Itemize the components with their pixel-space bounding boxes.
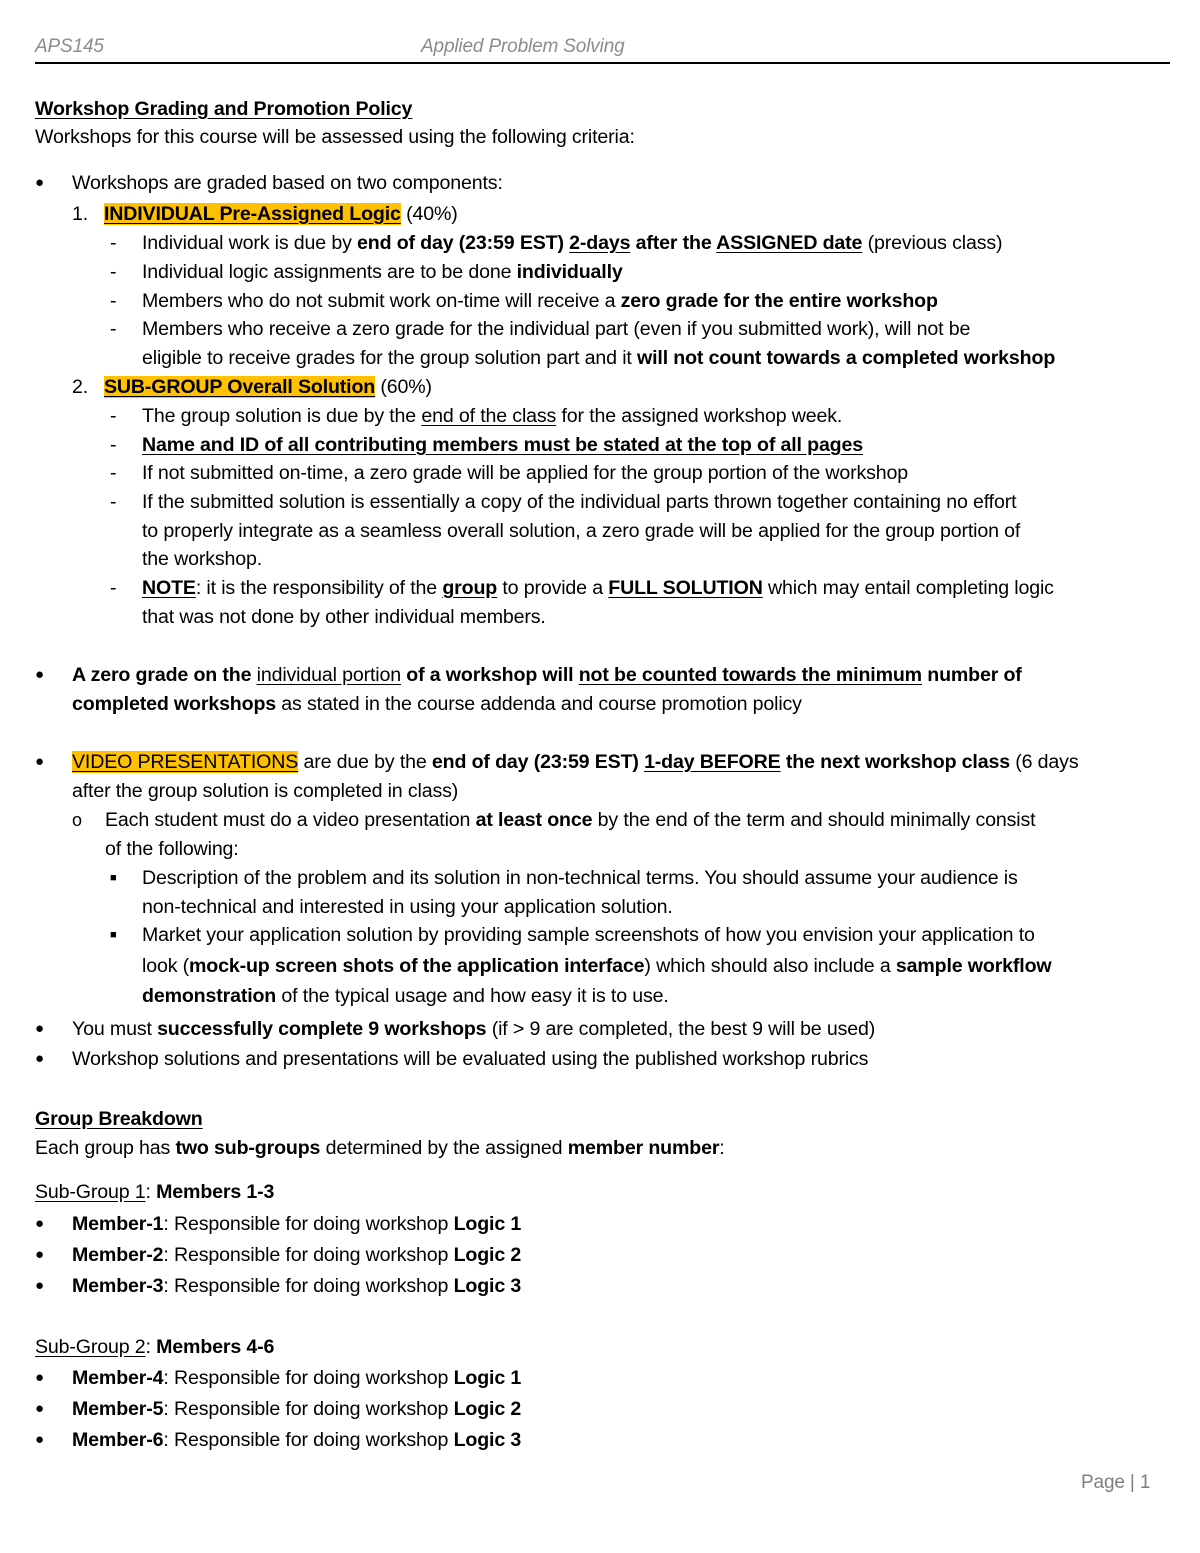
text: mock-up screen shots of the application interface (189, 955, 645, 977)
header-course-code: APS145 (35, 36, 104, 57)
bullet-marker: ● (35, 1215, 44, 1232)
list-item (72, 1426, 521, 1454)
text: (previous class) (862, 232, 1003, 254)
text: are due by the (298, 751, 432, 773)
text: Each student must do a video presentation (105, 809, 476, 831)
text: Members 1-3 (156, 1181, 275, 1203)
dash-marker: - (110, 462, 117, 484)
bullet-two-components: Workshops are graded based on two components: (72, 172, 503, 194)
bullet-marker: ● (35, 1369, 44, 1386)
text: Members 4-6 (156, 1336, 275, 1358)
video-sq1-line1: Description of the problem and its solution in non-technical terms. You should assume your audience is (142, 867, 1018, 889)
text: not be counted towards the minimum (578, 664, 922, 686)
text: : Responsible for doing workshop (163, 1213, 454, 1235)
text: : (719, 1137, 725, 1159)
text: Member-3 (72, 1275, 164, 1297)
text: look ( (142, 955, 190, 977)
item2-detail-copy-line3: the workshop. (142, 548, 263, 570)
text: : Responsible for doing workshop (163, 1275, 454, 1297)
text: two sub-groups (175, 1137, 321, 1159)
text: Member-2 (72, 1244, 164, 1266)
list-item (72, 1272, 521, 1300)
item1-detail-zero-grade (142, 287, 938, 315)
section-intro: Workshops for this course will be assessed using the following criteria: (35, 126, 635, 148)
page-number: 1 (1139, 1472, 1151, 1493)
text: of a workshop will (400, 664, 579, 686)
text: end of the class (421, 405, 557, 427)
text: will not count towards a completed workshop (637, 347, 1056, 369)
bullet-video-line2: after the group solution is completed in class) (72, 780, 459, 802)
text: at least once (475, 809, 593, 831)
bullet-marker: ● (35, 666, 44, 683)
text: individual portion (256, 664, 401, 686)
text: determined by the assigned (320, 1137, 568, 1159)
text: ASSIGNED date (716, 232, 863, 254)
bullet-marker: ● (35, 1020, 44, 1037)
bullet-complete-nine (72, 1015, 875, 1043)
dash-marker: - (110, 232, 117, 254)
subgroup-solution-weight: (60%) (375, 376, 432, 398)
text: end of day (23:59 EST) (431, 751, 645, 773)
text: (if > 9 are completed, the best 9 will be used) (486, 1018, 876, 1040)
text: demonstration (142, 985, 277, 1007)
text: Logic 3 (453, 1429, 522, 1451)
text: end of day (23:59 EST) (357, 232, 570, 254)
bullet-marker: ● (35, 1246, 44, 1263)
item1-detail-eligibility-line2 (142, 344, 1055, 372)
text: ) which should also include a (644, 955, 896, 977)
video-sq2-line1: Market your application solution by providing sample screenshots of how you envision your application to (142, 924, 1035, 946)
list-item (72, 1364, 521, 1392)
bullet-marker: ● (35, 1431, 44, 1448)
text: member number (567, 1137, 720, 1159)
item1-detail-eligibility-line1: Members who receive a zero grade for the individual part (even if you submitted work), will not be (142, 318, 971, 340)
list-item (72, 1210, 521, 1238)
video-sub-line1 (105, 806, 1035, 834)
text: Logic 2 (453, 1244, 522, 1266)
bullet-video-line1 (72, 748, 1078, 776)
text: as stated in the course addenda and course promotion policy (276, 693, 802, 715)
header-course-title: Applied Problem Solving (421, 36, 625, 57)
page-separator: | (1124, 1472, 1140, 1493)
text: group (442, 577, 498, 599)
text: zero grade for the entire workshop (620, 290, 938, 312)
text: : Responsible for doing workshop (163, 1429, 454, 1451)
item2-detail-note-line1 (142, 574, 1054, 602)
bullet-marker: ● (35, 174, 44, 191)
text: Logic 1 (453, 1213, 522, 1235)
text: Member-1 (72, 1213, 164, 1235)
item2-detail-on-time: If not submitted on-time, a zero grade will be applied for the group portion of the workshop (142, 462, 909, 484)
video-sq2-line3 (142, 982, 669, 1010)
dash-marker: - (110, 434, 117, 456)
text: individually (516, 261, 623, 283)
dash-marker: - (110, 577, 117, 599)
list-item (72, 1395, 521, 1423)
text: sample workflow (895, 955, 1052, 977)
bullet-marker: ● (35, 753, 44, 770)
page-label: Page (1081, 1472, 1125, 1493)
text: after the (630, 232, 717, 254)
text: Member-5 (72, 1398, 164, 1420)
item1-detail-individually (142, 258, 623, 286)
group-breakdown-intro (35, 1134, 725, 1162)
text: to provide a (497, 577, 609, 599)
text: Member-4 (72, 1367, 164, 1389)
text: Individual work is due by (142, 232, 358, 254)
bullet-zero-grade-line2 (72, 690, 802, 718)
dash-marker: - (110, 290, 117, 312)
text: : Responsible for doing workshop (163, 1367, 454, 1389)
list-item (72, 1241, 521, 1269)
bullet-marker: ● (35, 1050, 44, 1067)
bullet-marker: ● (35, 1400, 44, 1417)
item2-detail-copy-line1: If the submitted solution is essentially a copy of the individual parts thrown together containing no effort (142, 491, 1017, 513)
item2-detail-names: Name and ID of all contributing members must be stated at the top of all pages (142, 434, 863, 456)
item-number: 1. (72, 203, 89, 225)
video-presentations-label: VIDEO PRESENTATIONS (72, 751, 299, 773)
video-sub-line2: of the following: (105, 838, 239, 860)
subgroup1-heading (35, 1178, 274, 1206)
video-sq1-line2: non-technical and interested in using your application solution. (142, 896, 673, 918)
item2-detail-copy-line2: to properly integrate as a seamless overall solution, a zero grade will be applied for the group portion of (142, 520, 1021, 542)
text: FULL SOLUTION (608, 577, 763, 599)
header-divider (35, 62, 1170, 64)
subgroup-solution-label: SUB-GROUP Overall Solution (103, 376, 376, 398)
text: completed workshops (72, 693, 277, 715)
text: the next workshop class (780, 751, 1010, 773)
text: Individual logic assignments are to be done (142, 261, 517, 283)
text: Sub-Group 2 (35, 1336, 146, 1358)
text: Logic 3 (453, 1275, 522, 1297)
text: Member-6 (72, 1429, 164, 1451)
text: eligible to receive grades for the group solution part and it (142, 347, 638, 369)
text: Logic 1 (453, 1367, 522, 1389)
text: You must (72, 1018, 158, 1040)
square-marker: ■ (110, 929, 117, 941)
text: : it is the responsibility of the (195, 577, 443, 599)
text: NOTE (142, 577, 196, 599)
bullet-marker: ● (35, 1277, 44, 1294)
text: which may entail completing logic (762, 577, 1054, 599)
text: : Responsible for doing workshop (163, 1398, 454, 1420)
item1-detail-due (142, 229, 1002, 257)
section-title-group-breakdown: Group Breakdown (35, 1108, 203, 1130)
dash-marker: - (110, 318, 117, 340)
item2-detail-note-line2: that was not done by other individual members. (142, 606, 546, 628)
section-title-grading-policy: Workshop Grading and Promotion Policy (35, 98, 413, 120)
item-number: 2. (72, 376, 89, 398)
text: Each group has (35, 1137, 176, 1159)
text: 1-day BEFORE (644, 751, 781, 773)
video-sq2-line2 (142, 952, 1052, 980)
text: The group solution is due by the (142, 405, 422, 427)
text: A zero grade on the (72, 664, 257, 686)
text: (6 days (1009, 751, 1079, 773)
text: 2-days (569, 232, 631, 254)
dash-marker: - (110, 261, 117, 283)
individual-logic-weight: (40%) (400, 203, 458, 225)
text: by the end of the term and should minimally consist (592, 809, 1036, 831)
text: : (145, 1181, 157, 1203)
text: Logic 2 (453, 1398, 522, 1420)
item-individual-logic (72, 200, 458, 228)
text: : (145, 1336, 157, 1358)
square-marker: ■ (110, 872, 117, 884)
text: : Responsible for doing workshop (163, 1244, 454, 1266)
text: successfully complete 9 workshops (157, 1018, 487, 1040)
text: of the typical usage and how easy it is to use. (276, 985, 669, 1007)
item2-detail-due (142, 402, 842, 430)
bullet-rubrics: Workshop solutions and presentations will be evaluated using the published workshop rubrics (72, 1048, 869, 1070)
individual-logic-label: INDIVIDUAL Pre-Assigned Logic (103, 203, 401, 225)
circle-marker: o (72, 810, 82, 830)
item-subgroup-solution (72, 373, 432, 401)
dash-marker: - (110, 491, 117, 513)
dash-marker: - (110, 405, 117, 427)
text: Sub-Group 1 (35, 1181, 146, 1203)
text: for the assigned workshop week. (556, 405, 843, 427)
bullet-zero-grade-line1 (72, 661, 1022, 689)
text: Members who do not submit work on-time will receive a (142, 290, 621, 312)
page-footer (1081, 1472, 1150, 1494)
subgroup2-heading (35, 1333, 274, 1361)
text: number of (921, 664, 1022, 686)
